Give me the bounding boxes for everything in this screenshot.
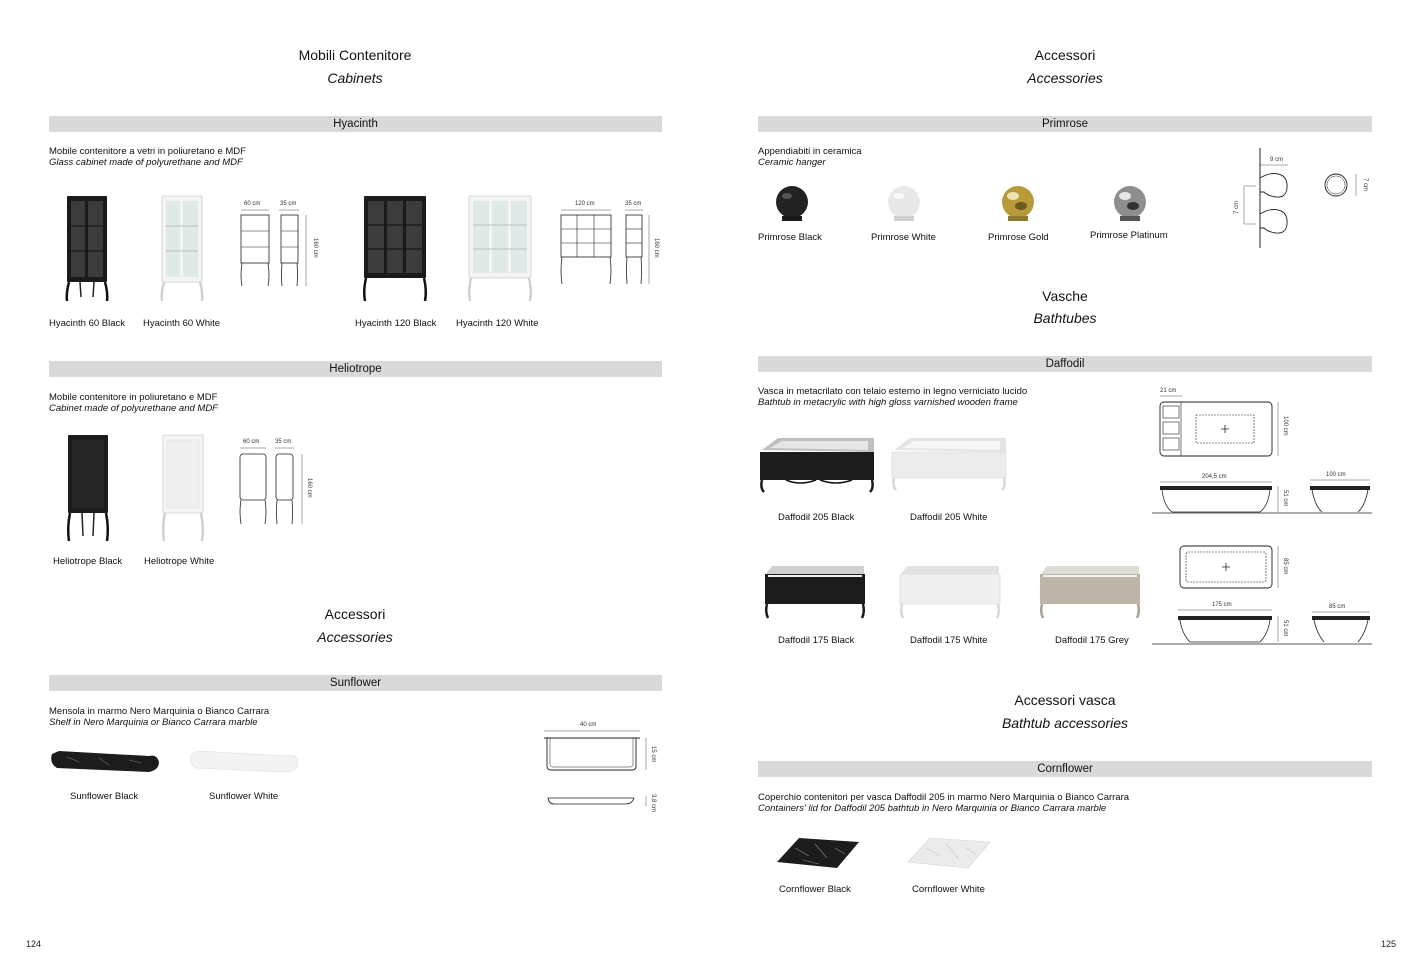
hyacinth-120-dimension-drawing	[556, 198, 666, 298]
heliotrope-width-label: 60 cm	[243, 439, 260, 445]
caption-sunflower-black: Sunflower Black	[70, 791, 139, 802]
cabinets-title: Mobili Contenitore	[298, 47, 412, 63]
cornflower-desc-en: Containers' lid for Daffodil 205 bathtub in Nero Marquinia or Bianco Carrara marble	[758, 803, 1107, 814]
caption-daffodil-175-grey: Daffodil 175 Grey	[1055, 635, 1129, 646]
daffodil-205-black-image	[756, 430, 881, 500]
primrose-height2-label: 7 cm	[1362, 178, 1368, 192]
daffodil-205-side-label: 21 cm	[1160, 388, 1177, 394]
heliotrope-height-label: 160 cm	[306, 478, 312, 498]
daffodil-205-dimension-drawing	[1150, 384, 1372, 519]
caption-primrose-platinum: Primrose Platinum	[1090, 230, 1168, 241]
heliotrope-desc-it: Mobile contenitore in poliuretano e MDF	[49, 392, 218, 403]
sunflower-thickness-label: 3,8 cm	[650, 794, 656, 813]
caption-heliotrope-black: Heliotrope Black	[53, 556, 123, 567]
daffodil-175-dimension-drawing	[1150, 540, 1372, 650]
daffodil-description	[758, 386, 1027, 408]
primrose-bar: Primrose	[758, 116, 1372, 132]
heliotrope-depth-label: 35 cm	[275, 439, 292, 445]
hyacinth-120-white-image	[465, 193, 535, 303]
sunflower-description	[49, 706, 269, 728]
cornflower-white-image	[906, 834, 992, 872]
caption-sunflower-white: Sunflower White	[209, 791, 279, 802]
bath-accessories-title: Accessori vasca	[1014, 692, 1116, 708]
hyacinth-60-white-image	[155, 193, 210, 303]
primrose-white-image	[880, 183, 930, 225]
daffodil-desc-it: Vasca in metacrilato con telaio esterno in legno verniciato lucido	[758, 386, 1028, 397]
caption-primrose-gold: Primrose Gold	[988, 232, 1049, 243]
hyacinth-60-height-label: 160 cm	[312, 238, 318, 258]
caption-daffodil-175-black: Daffodil 175 Black	[778, 635, 855, 646]
page-number-right: 125	[1381, 939, 1397, 949]
primrose-gold-image	[994, 183, 1044, 225]
sunflower-desc-it: Mensola in marmo Nero Marquinia o Bianco Carrara	[49, 706, 270, 717]
hyacinth-120-height-label: 160 cm	[653, 238, 659, 258]
daffodil-205-depth-label: 100 cm	[1282, 416, 1288, 436]
hyacinth-bar: Hyacinth	[49, 116, 662, 132]
heliotrope-description	[49, 392, 218, 414]
primrose-dimension-drawing	[1230, 148, 1380, 253]
daffodil-175-length-label: 175 cm	[1212, 602, 1232, 608]
heliotrope-dimension-drawing	[236, 436, 326, 536]
daffodil-175-depth-label: 85 cm	[1282, 558, 1288, 575]
hyacinth-120-black-image	[360, 193, 430, 303]
hyacinth-60-width-label: 60 cm	[244, 201, 261, 207]
caption-hyacinth-60-black: Hyacinth 60 Black	[49, 318, 126, 329]
sunflower-height-label: 15 cm	[650, 746, 656, 763]
daffodil-175-width-label: 85 cm	[1329, 604, 1346, 610]
caption-heliotrope-white: Heliotrope White	[144, 556, 215, 567]
cornflower-black-image	[775, 834, 861, 872]
right-accessories-subtitle: Accessories	[1027, 70, 1103, 86]
primrose-desc-it: Appendiabiti in ceramica	[758, 146, 862, 157]
caption-hyacinth-120-black: Hyacinth 120 Black	[355, 318, 437, 329]
heliotrope-white-image	[155, 433, 210, 543]
daffodil-205-white-image	[888, 430, 1013, 500]
cornflower-bar: Cornflower	[758, 761, 1372, 777]
cabinets-subtitle: Cabinets	[327, 70, 383, 86]
hyacinth-60-black-image	[60, 193, 115, 303]
daffodil-175-grey-image	[1035, 560, 1147, 622]
caption-cornflower-black: Cornflower Black	[779, 884, 851, 895]
bathtubs-subtitle: Bathtubes	[1033, 310, 1097, 326]
hyacinth-60-depth-label: 35 cm	[280, 201, 297, 207]
heliotrope-bar: Heliotrope	[49, 361, 662, 377]
bathtubs-title: Vasche	[1042, 288, 1088, 304]
daffodil-desc-en: Bathtub in metacrylic with high gloss varnished wooden frame	[758, 397, 1018, 408]
caption-primrose-white: Primrose White	[871, 232, 936, 243]
daffodil-205-height-label: 51 cm	[1282, 490, 1288, 507]
sunflower-black-image	[49, 748, 164, 778]
daffodil-205-length-label: 204,5 cm	[1202, 474, 1227, 480]
daffodil-175-white-image	[895, 560, 1007, 622]
left-accessories-subtitle: Accessories	[317, 629, 393, 645]
hyacinth-desc-en: Glass cabinet made of polyurethane and MDF	[49, 157, 243, 168]
sunflower-white-image	[188, 748, 303, 778]
caption-hyacinth-60-white: Hyacinth 60 White	[143, 318, 221, 329]
sunflower-dimension-drawing	[540, 718, 660, 818]
bath-accessories-subtitle: Bathtub accessories	[1001, 715, 1129, 731]
cornflower-desc-it: Coperchio contenitori per vasca Daffodil 205 in marmo Nero Marquinia o Bianco Carrara	[758, 792, 1130, 803]
caption-hyacinth-120-white: Hyacinth 120 White	[456, 318, 539, 329]
caption-daffodil-175-white: Daffodil 175 White	[910, 635, 988, 646]
sunflower-bar: Sunflower	[49, 675, 662, 691]
primrose-description	[758, 146, 862, 168]
daffodil-bar: Daffodil	[758, 356, 1372, 372]
hyacinth-description	[49, 146, 246, 168]
caption-daffodil-205-white: Daffodil 205 White	[910, 512, 988, 523]
primrose-desc-en: Ceramic hanger	[758, 157, 826, 168]
hyacinth-120-width-label: 120 cm	[575, 201, 595, 207]
hyacinth-120-depth-label: 35 cm	[625, 201, 642, 207]
daffodil-205-width-label: 100 cm	[1326, 472, 1346, 478]
page-number-left: 124	[26, 939, 42, 949]
primrose-width-label: 9 cm	[1270, 157, 1284, 163]
cornflower-description	[758, 792, 1129, 814]
hyacinth-60-dimension-drawing	[236, 198, 326, 298]
caption-daffodil-205-black: Daffodil 205 Black	[778, 512, 855, 523]
caption-cornflower-white: Cornflower White	[912, 884, 985, 895]
hyacinth-desc-it: Mobile contenitore a vetri in poliuretano e MDF	[49, 146, 246, 157]
daffodil-175-height-label: 51 cm	[1282, 620, 1288, 637]
heliotrope-black-image	[60, 433, 115, 543]
sunflower-width-label: 40 cm	[580, 722, 597, 728]
sunflower-desc-en: Shelf in Nero Marquinia or Bianco Carrara marble	[49, 717, 258, 728]
heliotrope-desc-en: Cabinet made of polyurethane and MDF	[49, 403, 218, 414]
caption-primrose-black: Primrose Black	[758, 232, 822, 243]
left-accessories-title: Accessori	[324, 606, 386, 622]
primrose-height-label: 7 cm	[1234, 200, 1240, 214]
primrose-black-image	[768, 183, 818, 225]
primrose-platinum-image	[1106, 183, 1156, 225]
right-accessories-title: Accessori	[1034, 47, 1096, 63]
daffodil-175-black-image	[760, 560, 872, 622]
